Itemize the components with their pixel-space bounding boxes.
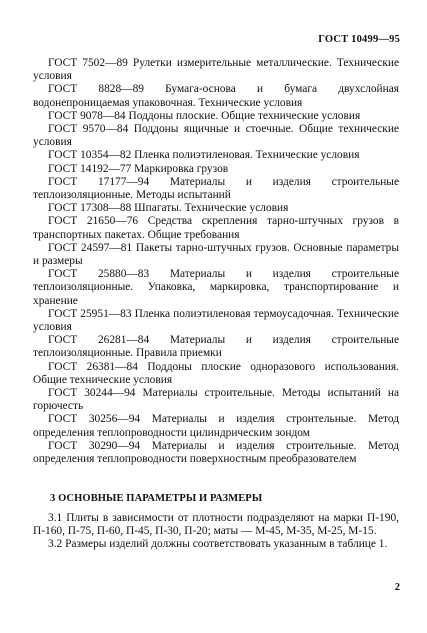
reference-item: ГОСТ 30290—94 Материалы и изделия строительные. Метод определения теплопроводности поверхностным преобразователем (33, 439, 399, 466)
reference-item: ГОСТ 10354—82 Пленка полиэтиленовая. Технические условия (48, 149, 360, 162)
reference-item: ГОСТ 17177—94 Материалы и изделия строительные теплоизоляционные. Методы испытаний (33, 175, 399, 202)
standard-header: ГОСТ 10499—95 (318, 34, 400, 45)
reference-item: ГОСТ 17308—88 Шпагаты. Технические условия (48, 202, 289, 215)
reference-item: ГОСТ 9570—84 Поддоны ящичные и стоечные. Общие технические условия (33, 123, 399, 149)
reference-item: ГОСТ 30256—94 Материалы и изделия строительные. Метод определения теплопроводности цилиндрическим зондом (33, 413, 399, 439)
section-title: 3 ОСНОВНЫЕ ПАРАМЕТРЫ И РАЗМЕРЫ (50, 493, 263, 504)
reference-item: ГОСТ 25880—83 Материалы и изделия строительные теплоизоляционные. Упаковка, маркировка, транспортирование и хранение (33, 268, 399, 307)
page-number: 2 (394, 582, 400, 593)
reference-item: ГОСТ 26281—84 Материалы и изделия строительные теплоизоляционные. Правила приемки (33, 334, 399, 360)
reference-item: ГОСТ 26381—84 Поддоны плоские одноразового использования. Общие технические условия (33, 360, 399, 386)
paragraph-3-1: 3.1 Плиты в зависимости от плотности подразделяют на марки П-190, П-160, П-75, П-60, П-45, П-30, П-20; маты — М-45, М-35, М-25, М-15. (33, 512, 399, 538)
references-list (33, 57, 399, 466)
section-body (33, 512, 399, 552)
reference-item: ГОСТ 14192—77 Маркировка грузов (48, 162, 229, 175)
paragraph-3-2: 3.2 Размеры изделий должны соответствовать указанным в таблице 1. (48, 538, 388, 551)
reference-item: ГОСТ 8828—89 Бумага-основа и бумага двухслойная водонепроницаемая упаковочная. Технические условия (33, 83, 399, 109)
reference-item: ГОСТ 9078—84 Поддоны плоские. Общие технические условия (48, 109, 361, 122)
reference-item: ГОСТ 30244—94 Материалы строительные. Методы испытаний на горючесть (33, 387, 399, 413)
reference-item: ГОСТ 25951—83 Пленка полиэтиленовая термоусадочная. Технические условия (33, 307, 399, 334)
reference-item: ГОСТ 21650—76 Средства скрепления тарно-штучных грузов в транспортных пакетах. Общие требования (33, 215, 399, 241)
reference-item: ГОСТ 7502—89 Рулетки измерительные металлические. Технические условия (33, 57, 399, 83)
reference-item: ГОСТ 24597—81 Пакеты тарно-штучных грузов. Основные параметры и размеры (33, 241, 399, 268)
